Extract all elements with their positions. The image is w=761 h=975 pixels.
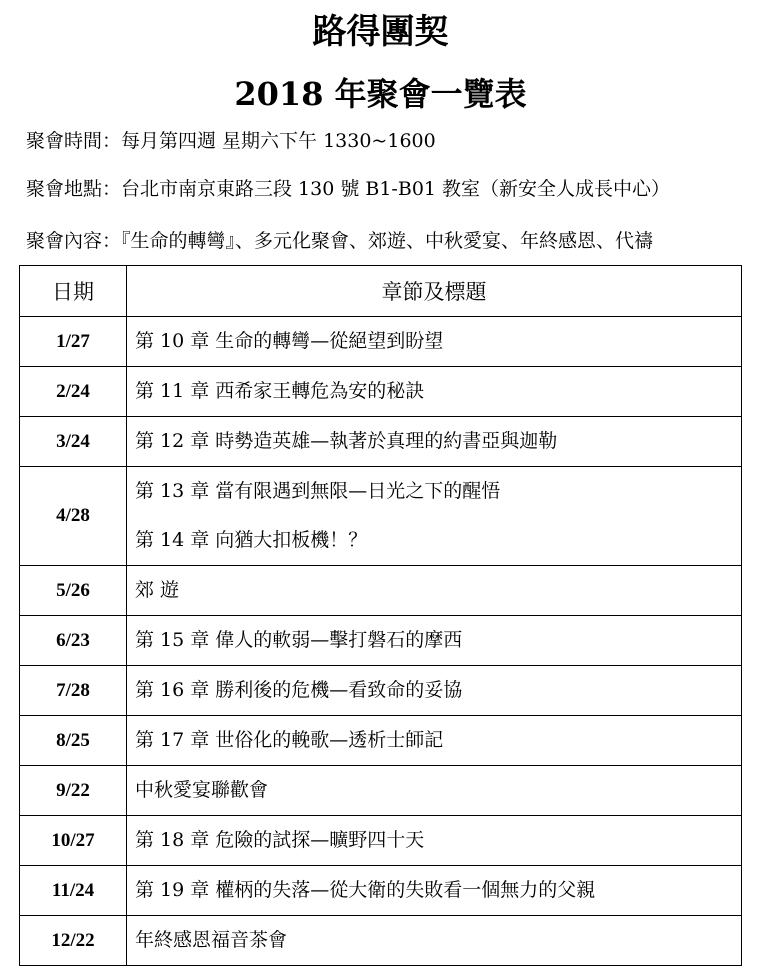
page-title: 路得團契 [312, 12, 449, 52]
row-title [127, 566, 742, 616]
row-title-line: 第 16 章 勝利後的危機—看致命的妥協 [135, 679, 463, 701]
row-date: 11/24 [20, 866, 127, 916]
row-date: 8/25 [20, 716, 127, 766]
row-title-line: 郊 遊 [135, 579, 180, 601]
table-row [20, 916, 742, 966]
table-row [20, 417, 742, 467]
row-title [127, 866, 742, 916]
page-subtitle: 2018 年聚會一覽表 [234, 75, 527, 113]
table-row [20, 666, 742, 716]
row-title-line: 年終感恩福音茶會 [135, 929, 288, 951]
row-title [127, 467, 742, 566]
row-title [127, 616, 742, 666]
row-title-line: 第 19 章 權柄的失落—從大衛的失敗看一個無力的父親 [135, 879, 596, 901]
row-title [127, 816, 742, 866]
table-row [20, 616, 742, 666]
table-row [20, 367, 742, 417]
row-title-line: 第 11 章 西希家王轉危為安的秘訣 [135, 380, 425, 402]
table-row [20, 766, 742, 816]
row-title-line: 第 12 章 時勢造英雄—執著於真理的約書亞與迦勒 [135, 430, 558, 452]
row-date: 9/22 [20, 766, 127, 816]
row-date: 2/24 [20, 367, 127, 417]
row-date: 7/28 [20, 666, 127, 716]
table-row [20, 317, 742, 367]
row-title-line: 第 18 章 危險的試探—曠野四十天 [135, 829, 425, 851]
row-title-line: 第 13 章 當有限遇到無限—日光之下的醒悟 [135, 480, 501, 502]
row-date: 4/28 [20, 467, 127, 566]
row-date: 5/26 [20, 566, 127, 616]
schedule-table [19, 265, 742, 966]
row-title [127, 666, 742, 716]
row-title [127, 716, 742, 766]
row-date: 10/27 [20, 816, 127, 866]
row-title [127, 766, 742, 816]
row-date: 6/23 [20, 616, 127, 666]
meeting-time: 聚會時間：每月第四週 星期六下午 1330~1600 [26, 130, 436, 152]
table-row [20, 816, 742, 866]
column-header-date: 日期 [20, 266, 127, 317]
row-title-line: 中秋愛宴聯歡會 [135, 779, 269, 801]
meeting-place: 聚會地點：台北市南京東路三段 130 號 B1-B01 教室（新安全人成長中心） [26, 178, 671, 200]
meeting-content: 聚會內容：『生命的轉彎』、多元化聚會、郊遊、中秋愛宴、年終感恩、代禱 [26, 230, 654, 252]
row-title [127, 317, 742, 367]
row-title [127, 916, 742, 966]
row-date: 3/24 [20, 417, 127, 467]
table-row [20, 467, 742, 566]
row-title-line: 第 15 章 偉人的軟弱—擊打磐石的摩西 [135, 629, 463, 651]
table-header-row [20, 266, 742, 317]
table-row [20, 866, 742, 916]
table-row [20, 716, 742, 766]
column-header-title: 章節及標題 [127, 266, 742, 317]
row-title [127, 417, 742, 467]
row-title-line: 第 14 章 向猶大扣板機！？ [135, 529, 368, 551]
row-date: 1/27 [20, 317, 127, 367]
row-title [127, 367, 742, 417]
row-title-line: 第 10 章 生命的轉彎—從絕望到盼望 [135, 330, 444, 352]
row-title-line: 第 17 章 世俗化的輓歌—透析士師記 [135, 729, 444, 751]
row-date: 12/22 [20, 916, 127, 966]
table-row [20, 566, 742, 616]
